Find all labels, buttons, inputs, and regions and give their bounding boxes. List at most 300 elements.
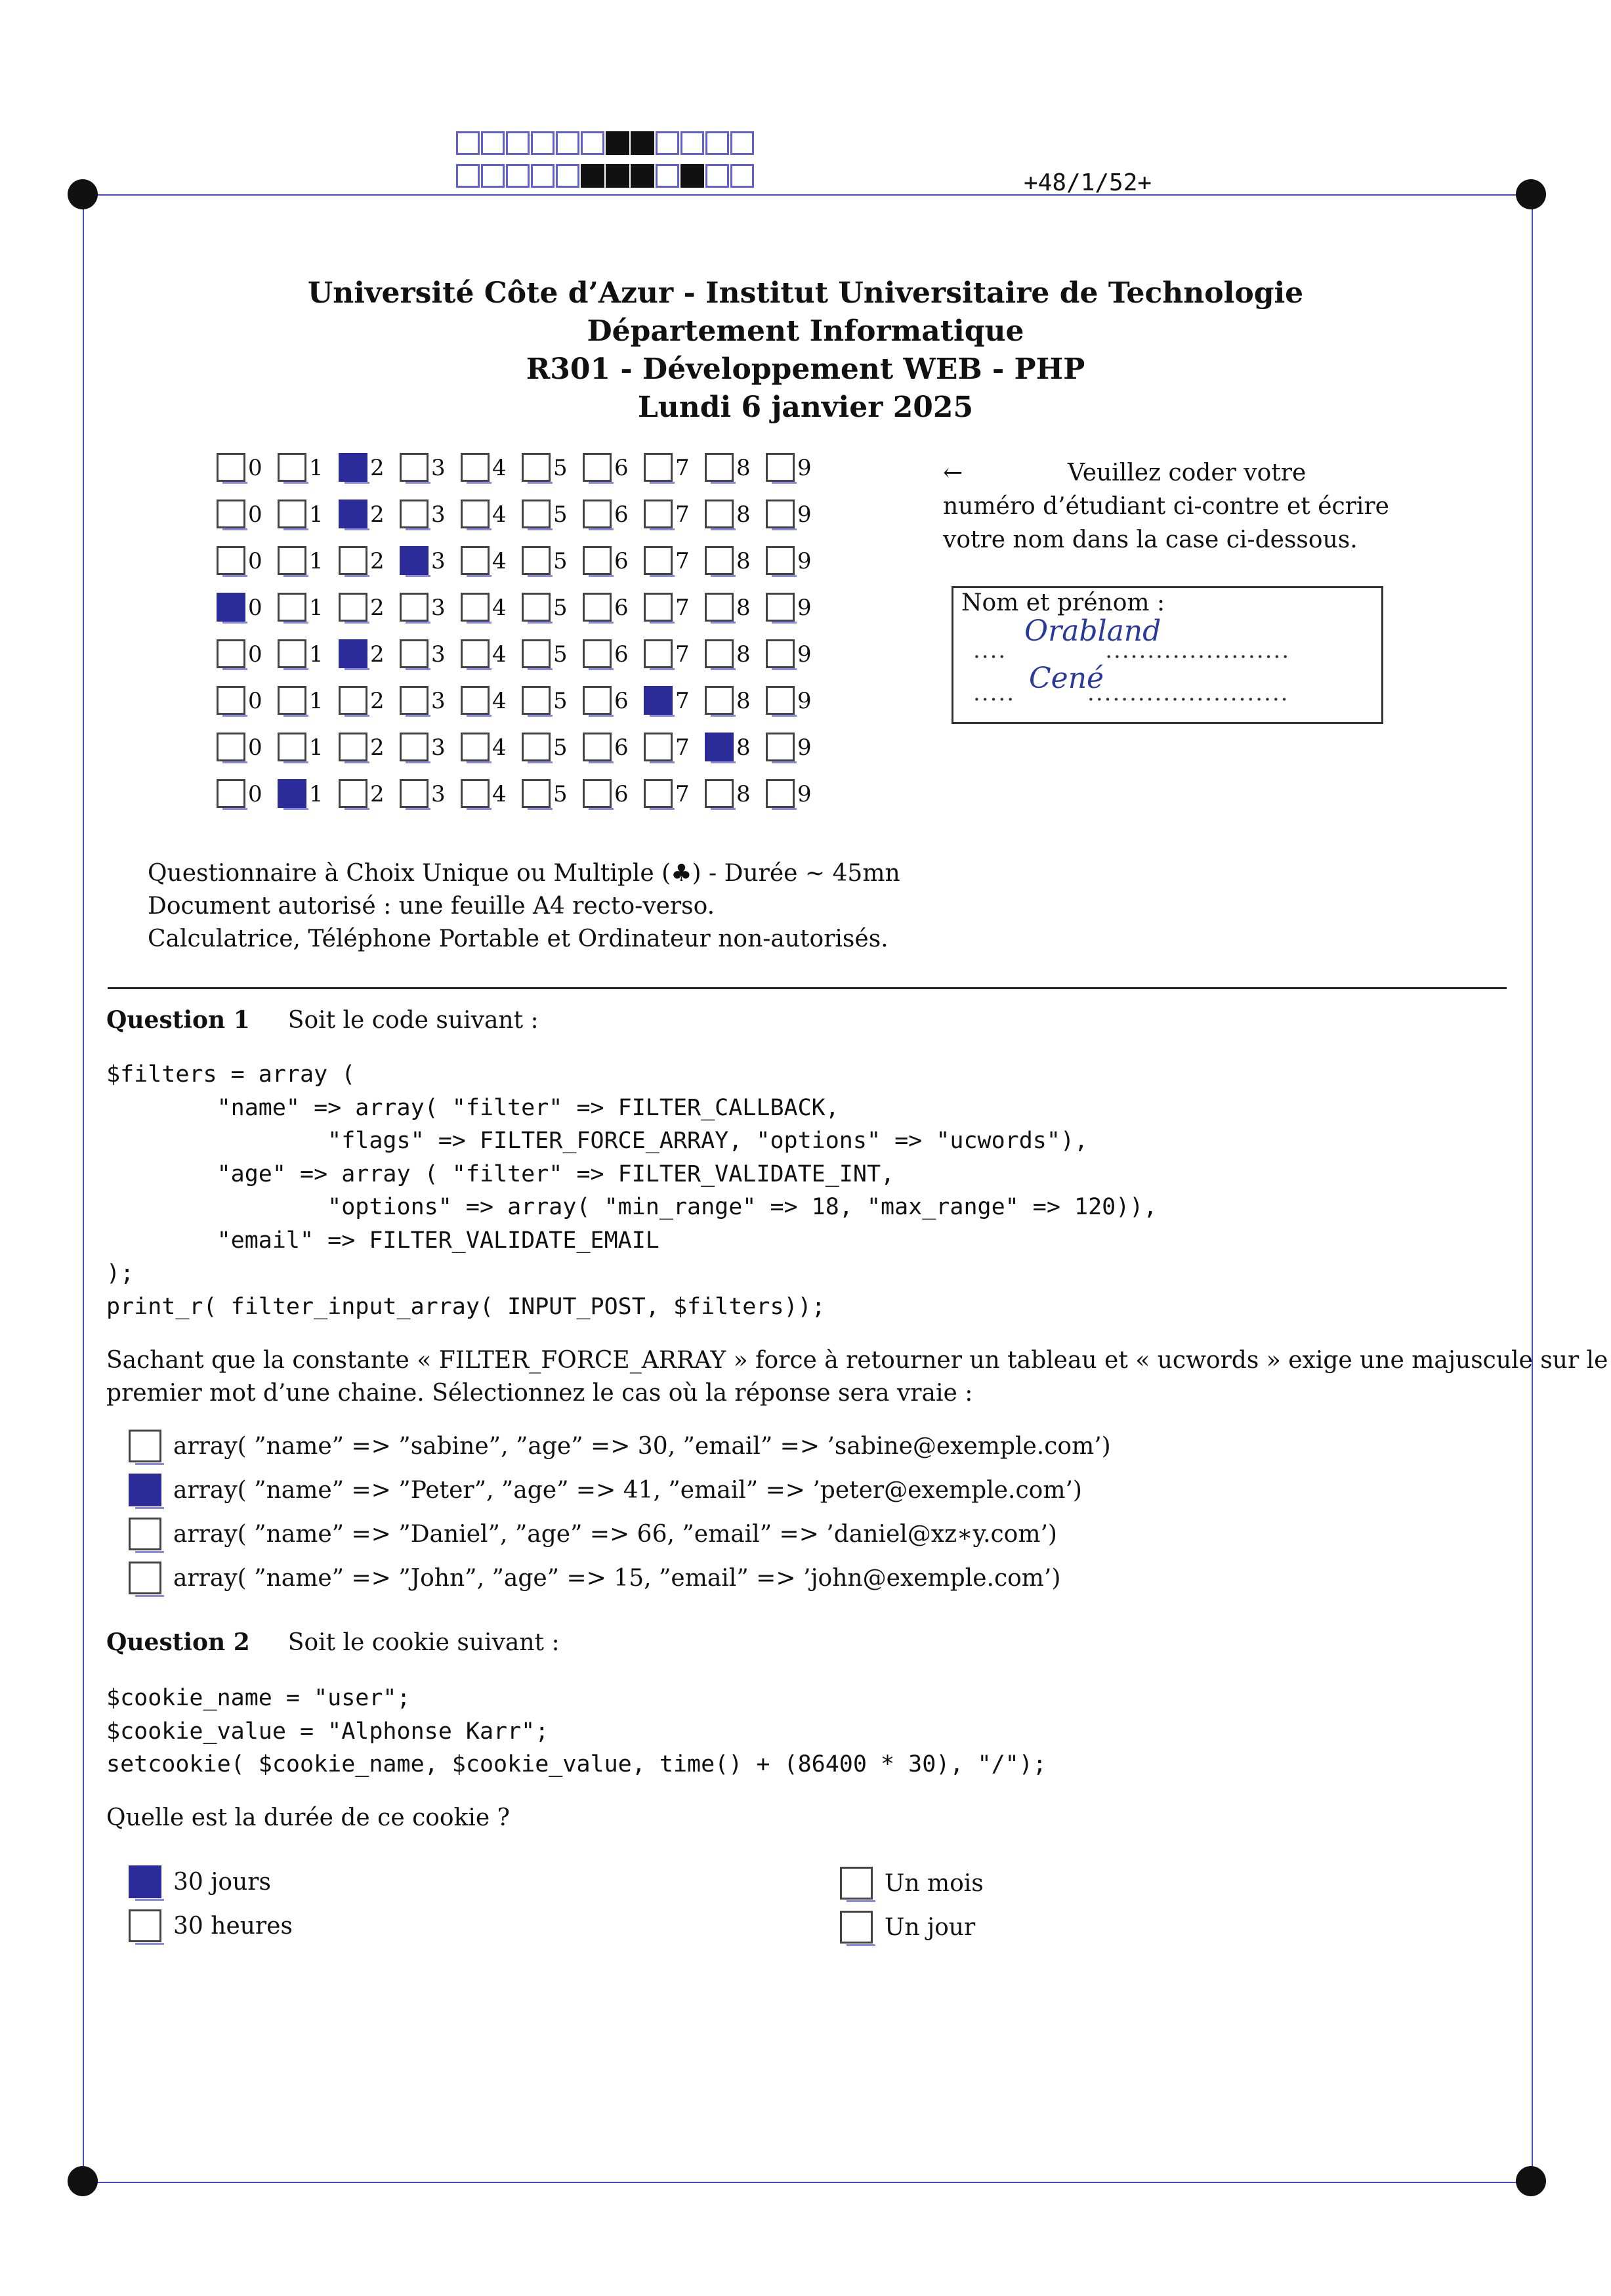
name-box[interactable] (952, 586, 1383, 724)
student-grid-checkbox[interactable] (217, 639, 245, 668)
student-grid-checkbox[interactable] (461, 639, 490, 668)
student-grid-checkbox[interactable] (644, 733, 673, 761)
student-grid-digit: 7 (675, 781, 690, 807)
student-grid-digit: 7 (675, 455, 690, 481)
student-grid-digit: 5 (553, 734, 568, 761)
q1-option-2[interactable]: array( ”name” => ”Peter”, ”age” => 41, ”email” => ’peter@exemple.com’) (129, 1474, 1082, 1506)
student-grid-cell[interactable] (278, 639, 339, 686)
name-box-label: Nom et prénom : (961, 589, 1165, 616)
student-grid-digit: 7 (675, 688, 690, 714)
student-grid-cell[interactable] (339, 686, 400, 733)
student-grid-digit: 2 (370, 501, 385, 528)
question2-question: Quelle est la durée de ce cookie ? (106, 1804, 510, 1831)
student-grid-checkbox[interactable] (705, 593, 734, 622)
exam-info-devices: Calculatrice, Téléphone Portable et Ordinateur non-autorisés. (148, 925, 889, 952)
student-grid-row (217, 593, 827, 639)
student-grid-checkbox[interactable] (400, 593, 429, 622)
student-grid-checkbox[interactable] (400, 779, 429, 808)
student-grid-cell[interactable] (217, 639, 278, 686)
student-grid-checkbox[interactable] (339, 686, 367, 715)
student-grid-cell[interactable] (400, 733, 461, 779)
corner-mark-bottom-left (68, 2166, 98, 2196)
question2-intro: Soit le cookie suivant : (287, 1629, 560, 1656)
student-grid-cell[interactable] (339, 733, 400, 779)
student-grid-checkbox[interactable] (705, 453, 734, 482)
student-grid-cell[interactable] (400, 500, 461, 546)
student-grid-cell[interactable] (766, 686, 827, 733)
q2-option-30-jours[interactable]: 30 jours (129, 1865, 271, 1898)
student-grid-cell[interactable] (583, 779, 644, 826)
student-grid-checkbox[interactable] (583, 453, 612, 482)
student-grid-checkbox[interactable] (522, 500, 551, 528)
q2-checkbox-30-heures[interactable] (129, 1909, 161, 1942)
student-grid-checkbox[interactable] (339, 733, 367, 761)
student-grid-checkbox[interactable] (400, 453, 429, 482)
student-grid-digit: 3 (431, 781, 446, 807)
student-grid-digit: 9 (797, 781, 812, 807)
page-code: +48/1/52+ (1024, 169, 1152, 196)
student-grid-checkbox[interactable] (766, 639, 795, 668)
student-grid-digit: 0 (248, 641, 262, 668)
student-grid-digit: 3 (431, 548, 446, 574)
student-grid-digit: 0 (248, 781, 262, 807)
student-grid-cell[interactable] (461, 733, 522, 779)
student-grid-cell[interactable] (522, 593, 583, 639)
student-grid-digit: 6 (614, 641, 629, 668)
student-grid-checkbox[interactable] (461, 500, 490, 528)
student-grid-checkbox[interactable] (705, 546, 734, 575)
q2-option-30-heures[interactable]: 30 heures (129, 1909, 293, 1942)
q2-option-un-jour[interactable]: Un jour (840, 1911, 975, 1944)
student-grid-checkbox[interactable] (461, 779, 490, 808)
student-grid-row (217, 546, 827, 593)
student-grid-checkbox[interactable] (522, 639, 551, 668)
q1-option-4[interactable]: array( ”name” => ”John”, ”age” => 15, ”email” => ’john@exemple.com’) (129, 1562, 1060, 1594)
student-grid-checkbox[interactable] (705, 686, 734, 715)
barcode-strip-bottom (456, 164, 755, 188)
student-grid-cell[interactable] (644, 779, 705, 826)
student-grid-digit: 3 (431, 455, 446, 481)
student-grid-checkbox[interactable] (278, 593, 306, 622)
student-grid-digit: 2 (370, 734, 385, 761)
student-grid-cell[interactable] (766, 733, 827, 779)
student-grid-checkbox[interactable] (705, 733, 734, 761)
student-grid-checkbox[interactable] (644, 500, 673, 528)
student-grid-checkbox[interactable] (217, 686, 245, 715)
q1-checkbox-1[interactable] (129, 1430, 161, 1462)
student-grid-checkbox[interactable] (766, 546, 795, 575)
student-grid-cell[interactable] (644, 733, 705, 779)
student-grid-digit: 1 (309, 595, 324, 621)
student-grid-checkbox[interactable] (583, 733, 612, 761)
student-grid-cell[interactable] (522, 686, 583, 733)
q2-checkbox-30-jours[interactable] (129, 1865, 161, 1898)
question1-label: Question 1 (106, 1006, 250, 1034)
student-grid-digit: 8 (736, 781, 751, 807)
student-grid-digit: 0 (248, 548, 262, 574)
name-line-1: .... ...................... (973, 637, 1291, 664)
student-grid-cell[interactable] (522, 733, 583, 779)
student-grid-checkbox[interactable] (522, 453, 551, 482)
student-grid-cell[interactable] (766, 500, 827, 546)
student-grid-cell[interactable] (522, 453, 583, 500)
student-grid-digit: 5 (553, 595, 568, 621)
header-university: Université Côte d’Azur - Institut Universitaire de Technologie (307, 276, 1304, 310)
student-grid-cell[interactable] (400, 593, 461, 639)
student-grid-cell[interactable] (339, 500, 400, 546)
student-grid-digit: 1 (309, 641, 324, 668)
student-grid-cell[interactable] (400, 639, 461, 686)
student-grid-cell[interactable] (278, 733, 339, 779)
student-grid-cell[interactable] (217, 593, 278, 639)
student-grid-checkbox[interactable] (278, 453, 306, 482)
student-grid-checkbox[interactable] (583, 546, 612, 575)
student-grid-digit: 1 (309, 781, 324, 807)
student-grid-cell[interactable] (278, 500, 339, 546)
student-grid-checkbox[interactable] (644, 779, 673, 808)
student-grid-cell[interactable] (644, 593, 705, 639)
student-grid-cell[interactable] (522, 779, 583, 826)
q1-checkbox-2[interactable] (129, 1474, 161, 1506)
student-grid-digit: 5 (553, 501, 568, 528)
student-grid-checkbox[interactable] (583, 500, 612, 528)
student-grid-checkbox[interactable] (644, 593, 673, 622)
student-grid-cell[interactable] (705, 593, 766, 639)
student-grid-checkbox[interactable] (705, 639, 734, 668)
student-grid-cell[interactable] (766, 593, 827, 639)
student-grid-cell[interactable] (583, 453, 644, 500)
question1-statement-line2: premier mot d’une chaine. Sélectionnez le cas où la réponse sera vraie : (106, 1380, 973, 1407)
student-grid-digit: 1 (309, 501, 324, 528)
student-grid-checkbox[interactable] (644, 639, 673, 668)
student-grid-cell[interactable] (583, 686, 644, 733)
student-grid-digit: 8 (736, 548, 751, 574)
handwritten-firstname: Cené (1029, 662, 1104, 695)
student-grid-cell[interactable] (461, 546, 522, 593)
student-grid-checkbox[interactable] (644, 686, 673, 715)
student-grid-digit: 1 (309, 548, 324, 574)
student-grid-digit: 7 (675, 548, 690, 574)
student-grid-digit: 0 (248, 455, 262, 481)
student-grid-cell[interactable] (339, 453, 400, 500)
student-grid-digit: 5 (553, 455, 568, 481)
student-grid-checkbox[interactable] (278, 779, 306, 808)
student-grid-checkbox[interactable] (766, 500, 795, 528)
student-grid-digit: 9 (797, 501, 812, 528)
q1-option-1[interactable]: array( ”name” => ”sabine”, ”age” => 30, ”email” => ’sabine@exemple.com’) (129, 1430, 1111, 1462)
student-grid-cell[interactable] (522, 500, 583, 546)
student-grid-cell[interactable] (583, 546, 644, 593)
student-grid-cell[interactable] (339, 593, 400, 639)
question2-heading (106, 1626, 560, 1659)
student-grid-digit: 2 (370, 781, 385, 807)
student-grid-checkbox[interactable] (522, 733, 551, 761)
student-grid-cell[interactable] (705, 639, 766, 686)
student-grid-checkbox[interactable] (278, 546, 306, 575)
student-grid-cell[interactable] (461, 686, 522, 733)
student-grid-cell[interactable] (644, 639, 705, 686)
student-grid-cell[interactable] (461, 639, 522, 686)
student-grid-checkbox[interactable] (644, 546, 673, 575)
student-grid-checkbox[interactable] (339, 593, 367, 622)
q2-option-un-mois[interactable]: Un mois (840, 1867, 984, 1900)
student-grid-cell[interactable] (278, 686, 339, 733)
student-grid-digit: 6 (614, 501, 629, 528)
student-grid-digit: 0 (248, 734, 262, 761)
student-grid-digit: 2 (370, 595, 385, 621)
student-grid-digit: 4 (492, 781, 507, 807)
header-course: R301 - Développement WEB - PHP (526, 352, 1085, 386)
student-grid-cell[interactable] (278, 779, 339, 826)
student-grid-cell[interactable] (705, 733, 766, 779)
student-grid-cell[interactable] (400, 546, 461, 593)
student-grid-digit: 4 (492, 734, 507, 761)
student-grid-checkbox[interactable] (644, 453, 673, 482)
student-grid-checkbox[interactable] (217, 779, 245, 808)
student-grid-cell[interactable] (644, 686, 705, 733)
student-grid-checkbox[interactable] (278, 733, 306, 761)
student-grid-checkbox[interactable] (217, 453, 245, 482)
student-grid-digit: 4 (492, 688, 507, 714)
student-grid-digit: 2 (370, 548, 385, 574)
student-grid-digit: 9 (797, 595, 812, 621)
student-grid-digit: 5 (553, 641, 568, 668)
student-grid-digit: 7 (675, 734, 690, 761)
question1-statement-line1: Sachant que la constante « FILTER_FORCE_ARRAY » force à retourner un tableau et « ucwords » exige une majuscule sur le (106, 1347, 1608, 1374)
student-grid-checkbox[interactable] (522, 593, 551, 622)
student-grid-cell[interactable] (217, 453, 278, 500)
q1-option-3[interactable]: array( ”name” => ”Daniel”, ”age” => 66, ”email” => ’daniel@xz∗y.com’) (129, 1518, 1057, 1550)
student-grid-digit: 3 (431, 641, 446, 668)
student-grid-digit: 3 (431, 734, 446, 761)
student-grid-row (217, 733, 827, 779)
student-grid-digit: 7 (675, 595, 690, 621)
student-grid-cell[interactable] (583, 733, 644, 779)
student-grid-row (217, 686, 827, 733)
student-grid-cell[interactable] (705, 500, 766, 546)
student-grid-digit: 1 (309, 734, 324, 761)
student-grid-row (217, 500, 827, 546)
student-grid-cell[interactable] (766, 639, 827, 686)
student-grid-digit: 6 (614, 781, 629, 807)
student-grid-cell[interactable] (217, 500, 278, 546)
student-grid-cell[interactable] (278, 593, 339, 639)
header-department: Département Informatique (587, 314, 1024, 348)
student-grid-cell[interactable] (217, 779, 278, 826)
student-grid-cell[interactable] (766, 453, 827, 500)
student-grid-checkbox[interactable] (278, 500, 306, 528)
student-grid-digit: 9 (797, 734, 812, 761)
student-grid-cell[interactable] (644, 453, 705, 500)
student-grid-checkbox[interactable] (583, 686, 612, 715)
student-grid-digit: 0 (248, 688, 262, 714)
student-grid-cell[interactable] (217, 546, 278, 593)
student-grid-cell[interactable] (461, 453, 522, 500)
student-grid-row (217, 453, 827, 500)
student-grid-digit: 0 (248, 595, 262, 621)
student-grid-digit: 5 (553, 781, 568, 807)
student-grid-digit: 6 (614, 455, 629, 481)
student-grid-digit: 8 (736, 455, 751, 481)
student-grid-digit: 9 (797, 455, 812, 481)
student-grid-digit: 6 (614, 595, 629, 621)
student-grid-checkbox[interactable] (461, 593, 490, 622)
student-grid-checkbox[interactable] (461, 546, 490, 575)
student-grid-cell[interactable] (583, 500, 644, 546)
student-grid-checkbox[interactable] (461, 686, 490, 715)
q2-checkbox-un-mois[interactable] (840, 1867, 873, 1900)
student-grid-digit: 3 (431, 501, 446, 528)
student-grid-row (217, 779, 827, 826)
student-grid-digit: 2 (370, 641, 385, 668)
student-grid-cell[interactable] (217, 733, 278, 779)
student-grid-checkbox[interactable] (522, 686, 551, 715)
student-grid-cell[interactable] (461, 593, 522, 639)
student-grid-digit: 8 (736, 501, 751, 528)
student-grid-cell[interactable] (339, 779, 400, 826)
student-grid-checkbox[interactable] (400, 500, 429, 528)
student-grid-digit: 4 (492, 641, 507, 668)
question1-code: $filters = array ( "name" => array( "filter" => FILTER_CALLBACK, "flags" => FILTER_FORCE_ARRAY, "options" => "ucwords"), "age" => array ( "filter" => FILTER_VALIDATE_INT, "options" => array( "min_range" => 18, "max_range" => 120)), "email" => FILTER_VALIDATE_EMAIL ); print_r( filter_input_array( INPUT_POST, $filters)); (106, 1061, 1158, 1320)
student-grid-checkbox[interactable] (705, 500, 734, 528)
student-grid-cell[interactable] (461, 779, 522, 826)
instructions-text: Veuillez coder votre numéro d’étudiant ci-contre et écrire votre nom dans la case ci-dessous. (943, 459, 1389, 553)
student-grid-digit: 8 (736, 688, 751, 714)
student-grid-digit: 8 (736, 734, 751, 761)
question1-heading (106, 1004, 539, 1037)
student-grid-checkbox[interactable] (766, 686, 795, 715)
student-grid-digit: 3 (431, 688, 446, 714)
student-grid-digit: 4 (492, 501, 507, 528)
student-grid-digit: 9 (797, 688, 812, 714)
student-grid-cell[interactable] (217, 686, 278, 733)
student-grid-cell[interactable] (583, 639, 644, 686)
name-line-2: ..... ........................ (973, 680, 1289, 706)
student-grid-checkbox[interactable] (217, 733, 245, 761)
student-grid-checkbox[interactable] (461, 733, 490, 761)
student-grid-checkbox[interactable] (217, 593, 245, 622)
student-grid-checkbox[interactable] (766, 779, 795, 808)
student-grid-digit: 3 (431, 595, 446, 621)
student-grid-cell[interactable] (705, 779, 766, 826)
question2-label: Question 2 (106, 1628, 250, 1656)
student-grid-digit: 8 (736, 641, 751, 668)
student-grid-digit: 5 (553, 688, 568, 714)
exam-info-document: Document autorisé : une feuille A4 recto-verso. (148, 893, 715, 920)
student-grid-cell[interactable] (705, 546, 766, 593)
student-grid-checkbox[interactable] (339, 546, 367, 575)
corner-mark-bottom-right (1516, 2166, 1546, 2196)
student-grid-checkbox[interactable] (400, 733, 429, 761)
student-grid-checkbox[interactable] (400, 546, 429, 575)
student-grid-checkbox[interactable] (400, 686, 429, 715)
student-grid-checkbox[interactable] (217, 546, 245, 575)
student-grid-checkbox[interactable] (766, 453, 795, 482)
instructions (943, 456, 1402, 557)
student-grid-digit: 1 (309, 455, 324, 481)
q1-checkbox-4[interactable] (129, 1562, 161, 1594)
student-grid-digit: 5 (553, 548, 568, 574)
student-grid-cell[interactable] (766, 779, 827, 826)
student-grid-digit: 8 (736, 595, 751, 621)
corner-mark-top-right (1516, 179, 1546, 209)
student-grid-cell[interactable] (400, 686, 461, 733)
student-grid-digit: 0 (248, 501, 262, 528)
student-grid-digit: 4 (492, 595, 507, 621)
student-grid-digit: 7 (675, 641, 690, 668)
student-grid-checkbox[interactable] (766, 593, 795, 622)
student-grid-digit: 1 (309, 688, 324, 714)
student-grid-cell[interactable] (278, 546, 339, 593)
student-grid-digit: 6 (614, 734, 629, 761)
student-number-grid (217, 453, 827, 826)
student-grid-cell[interactable] (705, 453, 766, 500)
student-grid-checkbox[interactable] (705, 779, 734, 808)
student-grid-checkbox[interactable] (278, 639, 306, 668)
separator (108, 987, 1507, 989)
student-grid-cell[interactable] (339, 639, 400, 686)
student-grid-row (217, 639, 827, 686)
student-grid-digit: 4 (492, 548, 507, 574)
student-grid-digit: 2 (370, 455, 385, 481)
student-grid-cell[interactable] (278, 453, 339, 500)
student-grid-cell[interactable] (400, 453, 461, 500)
student-grid-cell[interactable] (583, 593, 644, 639)
student-grid-digit: 4 (492, 455, 507, 481)
student-grid-checkbox[interactable] (400, 639, 429, 668)
student-grid-checkbox[interactable] (339, 639, 367, 668)
question2-code: $cookie_name = "user"; $cookie_value = "Alphonse Karr"; setcookie( $cookie_name, $cookie_value, time() + (86400 * 30), "/"); (106, 1685, 1047, 1777)
student-grid-digit: 9 (797, 641, 812, 668)
student-grid-checkbox[interactable] (766, 733, 795, 761)
barcode-strip-top (456, 131, 755, 155)
student-grid-checkbox[interactable] (522, 546, 551, 575)
student-grid-checkbox[interactable] (339, 500, 367, 528)
student-grid-cell[interactable] (339, 546, 400, 593)
student-grid-checkbox[interactable] (583, 639, 612, 668)
exam-info-duration: Questionnaire à Choix Unique ou Multiple (♣) - Durée ∼ 45mn (148, 860, 900, 887)
handwritten-name: Orabland (1024, 614, 1161, 648)
student-grid-checkbox[interactable] (278, 686, 306, 715)
arrow-left-icon: ← (943, 459, 963, 486)
student-grid-checkbox[interactable] (339, 453, 367, 482)
student-grid-digit: 6 (614, 688, 629, 714)
student-grid-digit: 9 (797, 548, 812, 574)
student-grid-checkbox[interactable] (583, 593, 612, 622)
student-grid-cell[interactable] (644, 546, 705, 593)
student-grid-checkbox[interactable] (217, 500, 245, 528)
student-grid-checkbox[interactable] (339, 779, 367, 808)
student-grid-cell[interactable] (766, 546, 827, 593)
student-grid-digit: 6 (614, 548, 629, 574)
student-grid-cell[interactable] (461, 500, 522, 546)
student-grid-cell[interactable] (644, 500, 705, 546)
student-grid-cell[interactable] (522, 546, 583, 593)
question1-intro: Soit le code suivant : (287, 1007, 539, 1034)
header-date: Lundi 6 janvier 2025 (637, 391, 974, 424)
student-grid-checkbox[interactable] (583, 779, 612, 808)
student-grid-checkbox[interactable] (522, 779, 551, 808)
student-grid-digit: 7 (675, 501, 690, 528)
student-grid-cell[interactable] (400, 779, 461, 826)
student-grid-cell[interactable] (705, 686, 766, 733)
student-grid-checkbox[interactable] (461, 453, 490, 482)
corner-mark-top-left (68, 179, 98, 209)
q1-checkbox-3[interactable] (129, 1518, 161, 1550)
student-grid-digit: 2 (370, 688, 385, 714)
q2-checkbox-un-jour[interactable] (840, 1911, 873, 1944)
student-grid-cell[interactable] (522, 639, 583, 686)
